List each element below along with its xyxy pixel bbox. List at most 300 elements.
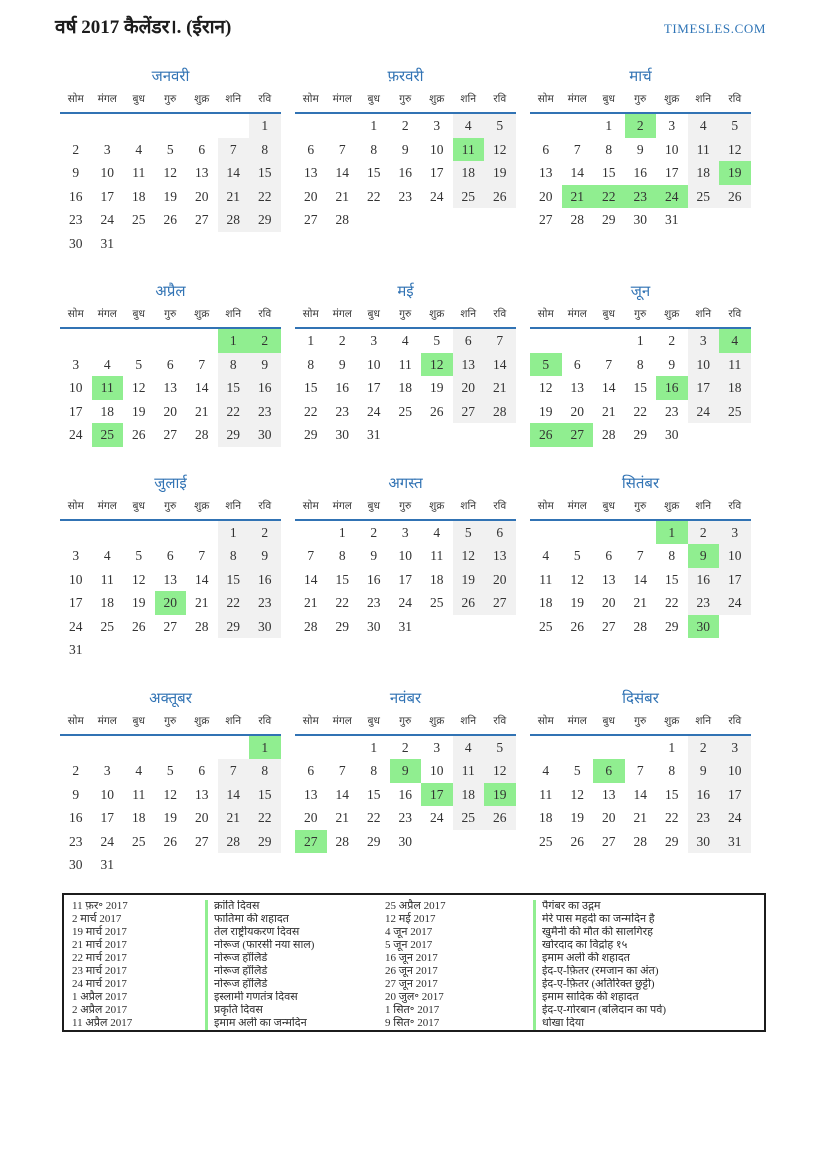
day-cell[interactable]: 4	[453, 736, 485, 760]
day-cell[interactable]: 18	[100, 403, 114, 419]
day-cell[interactable]: 24	[100, 212, 114, 227]
day-cell[interactable]: 23	[69, 212, 83, 227]
day-cell[interactable]: 21	[484, 376, 516, 400]
day-cell[interactable]: 16	[398, 165, 412, 180]
day-cell[interactable]: 22	[367, 188, 381, 204]
day-cell[interactable]: 20	[304, 188, 318, 204]
day-cell[interactable]: 9	[72, 786, 80, 802]
day-cell[interactable]: 25	[398, 403, 412, 419]
day-cell[interactable]: 25	[688, 185, 720, 209]
day-cell[interactable]: 10	[665, 141, 679, 157]
day-cell[interactable]: 28	[570, 212, 584, 227]
day-cell[interactable]: 17	[100, 188, 114, 204]
day-cell[interactable]: 20	[570, 403, 584, 419]
day-cell[interactable]: 26	[484, 185, 516, 209]
day-cell[interactable]: 27	[195, 833, 209, 849]
day-cell[interactable]: 20	[304, 810, 318, 825]
day-cell[interactable]: 17	[665, 165, 679, 180]
day-cell[interactable]: 28	[633, 833, 647, 849]
day-cell[interactable]: 21	[335, 188, 349, 204]
day-cell[interactable]: 15	[665, 786, 679, 802]
day-cell[interactable]: 17	[719, 568, 751, 592]
day-cell[interactable]: 18	[719, 376, 751, 400]
day-cell[interactable]: 6	[307, 763, 315, 778]
day-cell[interactable]: 23	[688, 806, 720, 830]
day-cell[interactable]: 23	[625, 185, 657, 209]
day-cell[interactable]: 22	[249, 185, 281, 209]
day-cell[interactable]: 4	[542, 763, 550, 778]
day-cell[interactable]: 17	[719, 783, 751, 807]
day-cell[interactable]: 2	[688, 736, 720, 760]
day-cell[interactable]: 3	[72, 356, 80, 372]
day-cell[interactable]: 30	[367, 618, 381, 634]
day-cell[interactable]: 11	[453, 759, 485, 783]
day-cell[interactable]: 4	[135, 141, 143, 157]
day-cell[interactable]: 19	[132, 595, 146, 610]
day-cell[interactable]: 10	[100, 786, 114, 802]
day-cell[interactable]: 7	[573, 141, 581, 157]
day-cell[interactable]: 15	[665, 571, 679, 587]
day-cell[interactable]: 5	[166, 141, 174, 157]
day-cell[interactable]: 23	[398, 188, 412, 204]
day-cell[interactable]: 18	[539, 810, 553, 825]
day-cell[interactable]: 3	[433, 739, 441, 755]
day-cell[interactable]: 20	[195, 188, 209, 204]
day-cell[interactable]: 9	[390, 759, 422, 783]
day-cell[interactable]: 7	[338, 763, 346, 778]
day-cell[interactable]: 4	[401, 333, 409, 348]
day-cell[interactable]: 18	[132, 188, 146, 204]
day-cell[interactable]: 21	[633, 810, 647, 825]
day-cell[interactable]: 1	[636, 333, 644, 348]
day-cell[interactable]: 28	[335, 833, 349, 849]
day-cell[interactable]: 16	[656, 376, 688, 400]
day-cell[interactable]: 14	[218, 783, 250, 807]
day-cell[interactable]: 20	[163, 403, 177, 419]
day-cell[interactable]: 25	[719, 400, 751, 424]
day-cell[interactable]: 12	[132, 380, 146, 395]
day-cell[interactable]: 27	[602, 833, 616, 849]
day-cell[interactable]: 13	[304, 786, 318, 802]
day-cell[interactable]: 22	[633, 403, 647, 419]
day-cell[interactable]: 25	[539, 618, 553, 634]
day-cell[interactable]: 1	[605, 118, 613, 133]
day-cell[interactable]: 12	[421, 353, 453, 377]
day-cell[interactable]: 26	[570, 618, 584, 634]
day-cell[interactable]: 11	[430, 548, 444, 563]
day-cell[interactable]: 6	[453, 329, 485, 353]
day-cell[interactable]: 8	[370, 763, 378, 778]
day-cell[interactable]: 16	[688, 568, 720, 592]
day-cell[interactable]: 19	[453, 568, 485, 592]
day-cell[interactable]: 19	[570, 595, 584, 610]
day-cell[interactable]: 29	[249, 208, 281, 232]
day-cell[interactable]: 6	[484, 521, 516, 545]
day-cell[interactable]: 16	[367, 571, 381, 587]
day-cell[interactable]: 22	[304, 403, 318, 419]
day-cell[interactable]: 7	[338, 141, 346, 157]
day-cell[interactable]: 18	[398, 380, 412, 395]
day-cell[interactable]: 25	[453, 806, 485, 830]
day-cell[interactable]: 21	[562, 185, 594, 209]
day-cell[interactable]: 21	[218, 185, 250, 209]
day-cell[interactable]: 15	[633, 380, 647, 395]
day-cell[interactable]: 25	[453, 185, 485, 209]
day-cell[interactable]: 14	[570, 165, 584, 180]
day-cell[interactable]: 15	[218, 568, 250, 592]
day-cell[interactable]: 29	[335, 618, 349, 634]
day-cell[interactable]: 7	[484, 329, 516, 353]
day-cell[interactable]: 5	[484, 114, 516, 138]
day-cell[interactable]: 14	[633, 571, 647, 587]
day-cell[interactable]: 3	[719, 736, 751, 760]
day-cell[interactable]: 8	[668, 548, 676, 563]
day-cell[interactable]: 8	[636, 356, 644, 372]
day-cell[interactable]: 16	[249, 376, 281, 400]
day-cell[interactable]: 31	[69, 642, 83, 657]
day-cell[interactable]: 30	[335, 427, 349, 442]
day-cell[interactable]: 30	[688, 615, 720, 639]
day-cell[interactable]: 8	[218, 544, 250, 568]
day-cell[interactable]: 14	[304, 571, 318, 587]
day-cell[interactable]: 21	[633, 595, 647, 610]
day-cell[interactable]: 6	[307, 141, 315, 157]
day-cell[interactable]: 5	[135, 548, 143, 563]
day-cell[interactable]: 22	[218, 591, 250, 615]
day-cell[interactable]: 12	[163, 165, 177, 180]
day-cell[interactable]: 22	[665, 595, 679, 610]
day-cell[interactable]: 2	[249, 521, 281, 545]
day-cell[interactable]: 18	[688, 161, 720, 185]
day-cell[interactable]: 18	[453, 783, 485, 807]
day-cell[interactable]: 27	[484, 591, 516, 615]
day-cell[interactable]: 3	[668, 118, 676, 133]
day-cell[interactable]: 31	[367, 427, 381, 442]
day-cell[interactable]: 7	[218, 138, 250, 162]
day-cell[interactable]: 12	[453, 544, 485, 568]
day-cell[interactable]: 23	[665, 403, 679, 419]
day-cell[interactable]: 9	[338, 356, 346, 372]
day-cell[interactable]: 31	[398, 618, 412, 634]
day-cell[interactable]: 12	[484, 138, 516, 162]
day-cell[interactable]: 30	[665, 427, 679, 442]
day-cell[interactable]: 11	[688, 138, 720, 162]
day-cell[interactable]: 9	[688, 759, 720, 783]
day-cell[interactable]: 11	[539, 786, 553, 802]
day-cell[interactable]: 16	[633, 165, 647, 180]
day-cell[interactable]: 25	[539, 833, 553, 849]
day-cell[interactable]: 8	[218, 353, 250, 377]
day-cell[interactable]: 29	[633, 427, 647, 442]
day-cell[interactable]: 27	[539, 212, 553, 227]
day-cell[interactable]: 14	[335, 786, 349, 802]
day-cell[interactable]: 29	[367, 833, 381, 849]
day-cell[interactable]: 2	[72, 141, 80, 157]
day-cell[interactable]: 15	[218, 376, 250, 400]
day-cell[interactable]: 20	[195, 810, 209, 825]
day-cell[interactable]: 2	[249, 329, 281, 353]
day-cell[interactable]: 28	[195, 618, 209, 634]
day-cell[interactable]: 12	[163, 786, 177, 802]
day-cell[interactable]: 1	[668, 739, 676, 755]
day-cell[interactable]: 4	[135, 763, 143, 778]
day-cell[interactable]: 2	[401, 739, 409, 755]
day-cell[interactable]: 17	[421, 783, 453, 807]
day-cell[interactable]: 10	[719, 544, 751, 568]
day-cell[interactable]: 9	[668, 356, 676, 372]
day-cell[interactable]: 28	[218, 830, 250, 854]
day-cell[interactable]: 1	[370, 739, 378, 755]
day-cell[interactable]: 26	[484, 806, 516, 830]
day-cell[interactable]: 6	[166, 548, 174, 563]
day-cell[interactable]: 12	[484, 759, 516, 783]
day-cell[interactable]: 27	[304, 212, 318, 227]
day-cell[interactable]: 26	[163, 212, 177, 227]
day-cell[interactable]: 23	[688, 591, 720, 615]
site-link[interactable]: TIMESLES.COM	[663, 21, 766, 36]
day-cell[interactable]: 24	[100, 833, 114, 849]
day-cell[interactable]: 17	[69, 403, 83, 419]
day-cell[interactable]: 5	[135, 356, 143, 372]
day-cell[interactable]: 28	[304, 618, 318, 634]
day-cell[interactable]: 4	[542, 548, 550, 563]
day-cell[interactable]: 14	[335, 165, 349, 180]
day-cell[interactable]: 20	[539, 188, 553, 204]
day-cell[interactable]: 28	[335, 212, 349, 227]
day-cell[interactable]: 16	[69, 810, 83, 825]
day-cell[interactable]: 4	[433, 524, 441, 540]
day-cell[interactable]: 7	[307, 548, 315, 563]
day-cell[interactable]: 27	[453, 400, 485, 424]
day-cell[interactable]: 15	[335, 571, 349, 587]
day-cell[interactable]: 25	[92, 423, 124, 447]
day-cell[interactable]: 29	[602, 212, 616, 227]
day-cell[interactable]: 3	[103, 763, 111, 778]
day-cell[interactable]: 19	[132, 403, 146, 419]
day-cell[interactable]: 4	[719, 329, 751, 353]
day-cell[interactable]: 14	[484, 353, 516, 377]
day-cell[interactable]: 19	[163, 188, 177, 204]
day-cell[interactable]: 8	[249, 138, 281, 162]
day-cell[interactable]: 30	[398, 833, 412, 849]
day-cell[interactable]: 3	[72, 548, 80, 563]
day-cell[interactable]: 13	[570, 380, 584, 395]
day-cell[interactable]: 3	[719, 521, 751, 545]
day-cell[interactable]: 26	[430, 403, 444, 419]
day-cell[interactable]: 28	[602, 427, 616, 442]
day-cell[interactable]: 5	[433, 333, 441, 348]
day-cell[interactable]: 4	[103, 356, 111, 372]
day-cell[interactable]: 14	[218, 161, 250, 185]
day-cell[interactable]: 15	[304, 380, 318, 395]
day-cell[interactable]: 10	[100, 165, 114, 180]
day-cell[interactable]: 11	[453, 138, 485, 162]
day-cell[interactable]: 9	[249, 544, 281, 568]
day-cell[interactable]: 30	[249, 615, 281, 639]
day-cell[interactable]: 27	[602, 618, 616, 634]
day-cell[interactable]: 26	[453, 591, 485, 615]
day-cell[interactable]: 18	[430, 571, 444, 587]
day-cell[interactable]: 11	[132, 786, 146, 802]
day-cell[interactable]: 5	[484, 736, 516, 760]
day-cell[interactable]: 3	[370, 333, 378, 348]
day-cell[interactable]: 26	[163, 833, 177, 849]
day-cell[interactable]: 20	[484, 568, 516, 592]
day-cell[interactable]: 22	[367, 810, 381, 825]
day-cell[interactable]: 12	[132, 571, 146, 587]
day-cell[interactable]: 6	[573, 356, 581, 372]
day-cell[interactable]: 11	[539, 571, 553, 587]
day-cell[interactable]: 1	[249, 114, 281, 138]
day-cell[interactable]: 23	[335, 403, 349, 419]
day-cell[interactable]: 29	[218, 423, 250, 447]
day-cell[interactable]: 18	[453, 161, 485, 185]
day-cell[interactable]: 10	[430, 763, 444, 778]
day-cell[interactable]: 21	[335, 810, 349, 825]
day-cell[interactable]: 10	[719, 759, 751, 783]
day-cell[interactable]: 9	[72, 165, 80, 180]
day-cell[interactable]: 8	[338, 548, 346, 563]
day-cell[interactable]: 2	[625, 114, 657, 138]
day-cell[interactable]: 6	[593, 759, 625, 783]
day-cell[interactable]: 8	[370, 141, 378, 157]
day-cell[interactable]: 7	[605, 356, 613, 372]
day-cell[interactable]: 7	[198, 356, 206, 372]
day-cell[interactable]: 11	[132, 165, 146, 180]
day-cell[interactable]: 24	[69, 427, 83, 442]
day-cell[interactable]: 3	[103, 141, 111, 157]
day-cell[interactable]: 22	[249, 806, 281, 830]
day-cell[interactable]: 15	[249, 783, 281, 807]
day-cell[interactable]: 21	[304, 595, 318, 610]
day-cell[interactable]: 31	[100, 857, 114, 872]
day-cell[interactable]: 23	[398, 810, 412, 825]
day-cell[interactable]: 7	[636, 548, 644, 563]
day-cell[interactable]: 25	[430, 595, 444, 610]
day-cell[interactable]: 29	[304, 427, 318, 442]
day-cell[interactable]: 27	[295, 830, 327, 854]
day-cell[interactable]: 18	[100, 595, 114, 610]
day-cell[interactable]: 29	[665, 833, 679, 849]
day-cell[interactable]: 9	[688, 544, 720, 568]
day-cell[interactable]: 18	[132, 810, 146, 825]
day-cell[interactable]: 19	[163, 810, 177, 825]
day-cell[interactable]: 16	[249, 568, 281, 592]
day-cell[interactable]: 30	[688, 830, 720, 854]
day-cell[interactable]: 29	[249, 830, 281, 854]
day-cell[interactable]: 3	[688, 329, 720, 353]
day-cell[interactable]: 16	[69, 188, 83, 204]
day-cell[interactable]: 19	[570, 810, 584, 825]
day-cell[interactable]: 21	[195, 595, 209, 610]
day-cell[interactable]: 13	[484, 544, 516, 568]
day-cell[interactable]: 27	[163, 618, 177, 634]
day-cell[interactable]: 3	[433, 118, 441, 133]
day-cell[interactable]: 17	[398, 571, 412, 587]
day-cell[interactable]: 8	[605, 141, 613, 157]
day-cell[interactable]: 16	[688, 783, 720, 807]
day-cell[interactable]: 15	[249, 161, 281, 185]
day-cell[interactable]: 4	[688, 114, 720, 138]
day-cell[interactable]: 15	[367, 786, 381, 802]
day-cell[interactable]: 15	[602, 165, 616, 180]
day-cell[interactable]: 19	[539, 403, 553, 419]
day-cell[interactable]: 25	[132, 212, 146, 227]
day-cell[interactable]: 13	[304, 165, 318, 180]
day-cell[interactable]: 12	[719, 138, 751, 162]
day-cell[interactable]: 13	[539, 165, 553, 180]
day-cell[interactable]: 1	[249, 736, 281, 760]
day-cell[interactable]: 24	[69, 618, 83, 634]
day-cell[interactable]: 23	[249, 591, 281, 615]
day-cell[interactable]: 30	[69, 857, 83, 872]
day-cell[interactable]: 13	[195, 165, 209, 180]
day-cell[interactable]: 8	[249, 759, 281, 783]
day-cell[interactable]: 8	[307, 356, 315, 372]
day-cell[interactable]: 5	[453, 521, 485, 545]
day-cell[interactable]: 6	[542, 141, 550, 157]
day-cell[interactable]: 5	[573, 548, 581, 563]
day-cell[interactable]: 13	[195, 786, 209, 802]
day-cell[interactable]: 20	[602, 595, 616, 610]
day-cell[interactable]: 2	[668, 333, 676, 348]
day-cell[interactable]: 21	[602, 403, 616, 419]
day-cell[interactable]: 9	[636, 141, 644, 157]
day-cell[interactable]: 19	[430, 380, 444, 395]
day-cell[interactable]: 2	[72, 763, 80, 778]
day-cell[interactable]: 29	[665, 618, 679, 634]
day-cell[interactable]: 18	[539, 595, 553, 610]
day-cell[interactable]: 12	[539, 380, 553, 395]
day-cell[interactable]: 22	[665, 810, 679, 825]
day-cell[interactable]: 9	[401, 141, 409, 157]
day-cell[interactable]: 13	[163, 380, 177, 395]
day-cell[interactable]: 24	[719, 806, 751, 830]
day-cell[interactable]: 2	[688, 521, 720, 545]
day-cell[interactable]: 7	[198, 548, 206, 563]
day-cell[interactable]: 30	[249, 423, 281, 447]
day-cell[interactable]: 28	[218, 208, 250, 232]
day-cell[interactable]: 4	[453, 114, 485, 138]
day-cell[interactable]: 17	[688, 376, 720, 400]
day-cell[interactable]: 28	[633, 618, 647, 634]
day-cell[interactable]: 7	[636, 763, 644, 778]
day-cell[interactable]: 20	[602, 810, 616, 825]
day-cell[interactable]: 12	[570, 786, 584, 802]
day-cell[interactable]: 14	[633, 786, 647, 802]
day-cell[interactable]: 24	[398, 595, 412, 610]
day-cell[interactable]: 22	[218, 400, 250, 424]
day-cell[interactable]: 30	[69, 235, 83, 251]
day-cell[interactable]: 10	[430, 141, 444, 157]
day-cell[interactable]: 24	[719, 591, 751, 615]
day-cell[interactable]: 19	[719, 161, 751, 185]
day-cell[interactable]: 11	[719, 353, 751, 377]
day-cell[interactable]: 24	[656, 185, 688, 209]
day-cell[interactable]: 5	[166, 763, 174, 778]
day-cell[interactable]: 26	[132, 618, 146, 634]
day-cell[interactable]: 10	[69, 571, 83, 587]
day-cell[interactable]: 10	[69, 380, 83, 395]
day-cell[interactable]: 19	[484, 161, 516, 185]
day-cell[interactable]: 26	[530, 423, 562, 447]
day-cell[interactable]: 1	[218, 521, 250, 545]
day-cell[interactable]: 22	[335, 595, 349, 610]
day-cell[interactable]: 13	[602, 786, 616, 802]
day-cell[interactable]: 20	[453, 376, 485, 400]
day-cell[interactable]: 5	[573, 763, 581, 778]
day-cell[interactable]: 26	[719, 185, 751, 209]
